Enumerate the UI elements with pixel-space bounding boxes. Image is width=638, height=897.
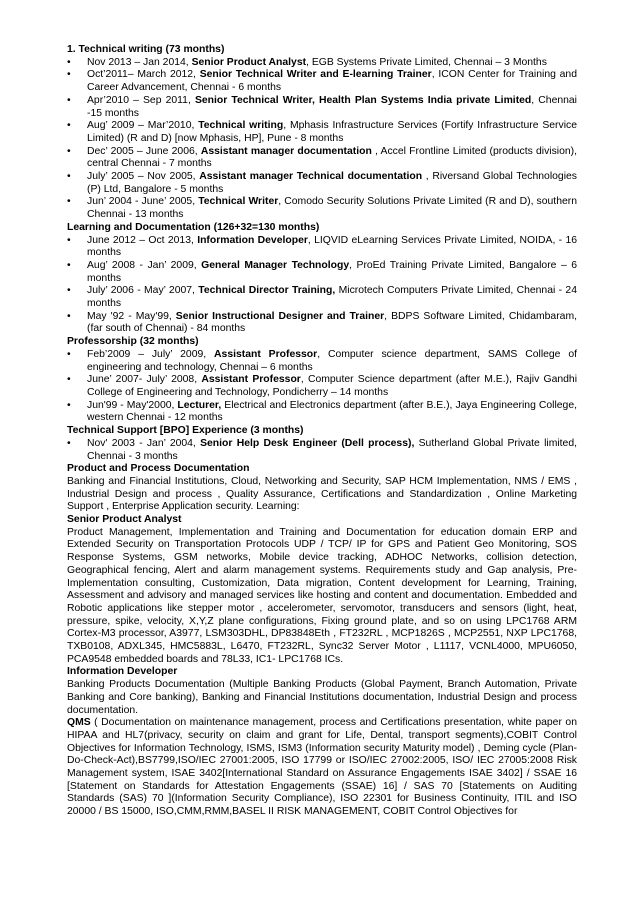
- list-item: • Aug’ 2009 – Mar’2010, Technical writing, Mphasis Infrastructure Services (Fortify Infrastructure Service Limited) (R and D) [now Mphasis, HP], Pune - 8 months: [67, 120, 577, 145]
- list-item: • July’ 2006 - May’ 2007, Technical Director Training, Microtech Computers Private Limited, Chennai - 24 months: [67, 285, 577, 310]
- learning-list: [67, 235, 577, 337]
- senior-product-analyst-text: Product Management, Implementation and Training and Documentation for education domain ERP and Extended Security on Transportation Protocols UDP / TCP/ IP for GPS and Patient Geo Monitoring, SOS Response Systems, GSM networks, Mobile device tracking, ADHOC Networks, collision detection, Geographical fencing, Alert and alarm management systems. Requirements study and Gap analysis, Pre-Implementation consulting, Customization, Data migration, Content development for Learning, Training, Assessment and advisory and managed services like hosting and content and documentation. Embedded and Robotic applications like stepper motor , accelerometer, servomotor, transducers and sensors (light, heat, pressure, spike, velocity, X,Y,Z plane configurations, Fixing ground plate, and so on using LPC1768 ARM Cortex-M3 processor, A3977, LSM303DHL, DP83848Eth , FT232RL , MCP1826S , MCP2551, NXP LPC1768, TXB0108, ADXL345, HMC5883L, L6470, FT232RL, Sync32 Server Motor , L1117, VCNL4000, MPU6050, PCA9548 embedded boards and 78L33, IC1- LPC1768 ICs.: [67, 526, 577, 665]
- list-item: • Aug’ 2008 - Jan’ 2009, General Manager Technology, ProEd Training Private Limited, Bangalore – 6 months: [67, 260, 577, 285]
- list-item: • Jun’ 2004 - June’ 2005, Technical Writer, Comodo Security Solutions Private Limited (R and D), southern Chennai - 13 months: [67, 196, 577, 221]
- qms-text: ( Documentation on maintenance management, process and Certifications presentation, white paper on HIPAA and HL7(privacy, security on claim and grant for Life, Dental, transport segments),COBIT Control Objectives for Information Technology, ISMS, ISM3 (Information security Maturity model) , Deming cycle (Plan-Do-Check-Act),BS7799,ISO/IEC 27001:2005, ISO 17799 or ISO/IEC 27002:2005, ISO/ IEC 27005:2008 Risk Management system, ISAE 3402[International Standard on Assurance Engagements ISAE 3402] / SSAE 16 [Statement on Standards for Attestation Engagements (SSAE) 16] / SAS 70 [Statements on Auditing Standards (SAS) 70 ](Information Security Compliance), ISO 22301 for Business Continuity, ITIL and ISO 20000 / BS 15000, ISO,CMM,RMM,BASEL II RISK MANAGEMENT, COBIT Control Objectives for: [67, 717, 577, 818]
- list-item: • June 2012 – Oct 2013, Information Developer, LIQVID eLearning Services Private Limited, NOIDA, - 16 months: [67, 235, 577, 260]
- technical-writing-list: [67, 57, 577, 222]
- resume-page: [67, 44, 577, 819]
- section-heading-senior-product-analyst: Senior Product Analyst: [67, 514, 182, 526]
- qms-paragraph: [67, 717, 577, 819]
- list-item: • Apr’2010 – Sep 2011, Senior Technical Writer, Health Plan Systems India private Limited, Chennai -15 months: [67, 95, 577, 120]
- section-heading-product-process: Product and Process Documentation: [67, 463, 250, 475]
- list-item: • June’ 2007- July’ 2008, Assistant Professor, Computer Science department (after M.E.), Rajiv Gandhi College of Engineering and Technology, Pondicherry – 14 months: [67, 374, 577, 399]
- list-item: • Dec’ 2005 – June 2006, Assistant manager documentation , Accel Frontline Limited (products division), central Chennai - 7 months: [67, 146, 577, 171]
- section-heading-learning: Learning and Documentation (126+32=130 months): [67, 221, 320, 233]
- list-item: • Oct’2011– March 2012, Senior Technical Writer and E-learning Trainer, ICON Center for Training and Career Advancement, Chennai - 6 months: [67, 69, 577, 94]
- list-item: • Jun'99 - May'2000, Lecturer, Electrical and Electronics department (after B.E.), Jaya Engineering College, western Chennai - 12 months: [67, 400, 577, 425]
- technical-support-list: [67, 438, 577, 463]
- list-item: • July’ 2005 – Nov 2005, Assistant manager Technical documentation , Riversand Global Technologies (P) Ltd, Bangalore - 5 months: [67, 171, 577, 196]
- section-heading-technical-writing: 1. Technical writing (73 months): [67, 44, 225, 55]
- section-heading-technical-support: Technical Support [BPO] Experience (3 months): [67, 425, 304, 437]
- qms-label: QMS: [67, 717, 91, 729]
- professorship-list: [67, 349, 577, 425]
- list-item: • Feb’2009 – July’ 2009, Assistant Professor, Computer science department, SAMS College of engineering and technology, Chennai – 6 months: [67, 349, 577, 374]
- information-developer-text: Banking Products Documentation (Multiple Banking Products (Global Payment, Branch Automation, Private Banking and Core banking), Banking and Financial Institutions documentation, Industrial Design and process documentation.: [67, 679, 577, 716]
- list-item: • Nov' 2003 - Jan’ 2004, Senior Help Desk Engineer (Dell process), Sutherland Global Private limited, Chennai - 3 months: [67, 438, 577, 463]
- section-heading-information-developer: Information Developer: [67, 666, 178, 678]
- section-heading-professorship: Professorship (32 months): [67, 336, 199, 348]
- list-item: • May '92 - May'99, Senior Instructional Designer and Trainer, BDPS Software Limited, Chidambaram, (far south of Chennai) - 84 months: [67, 311, 577, 336]
- product-process-text: Banking and Financial Institutions, Cloud, Networking and Security, SAP HCM Implementation, NMS / EMS , Industrial Design and process , Quality Assurance, Certifications and Standardization , Online Marketing Support , Enterprise Application security. Learning:: [67, 475, 577, 513]
- list-item: • Nov 2013 – Jan 2014, Senior Product Analyst, EGB Systems Private Limited, Chennai – 3 Months: [67, 57, 577, 70]
